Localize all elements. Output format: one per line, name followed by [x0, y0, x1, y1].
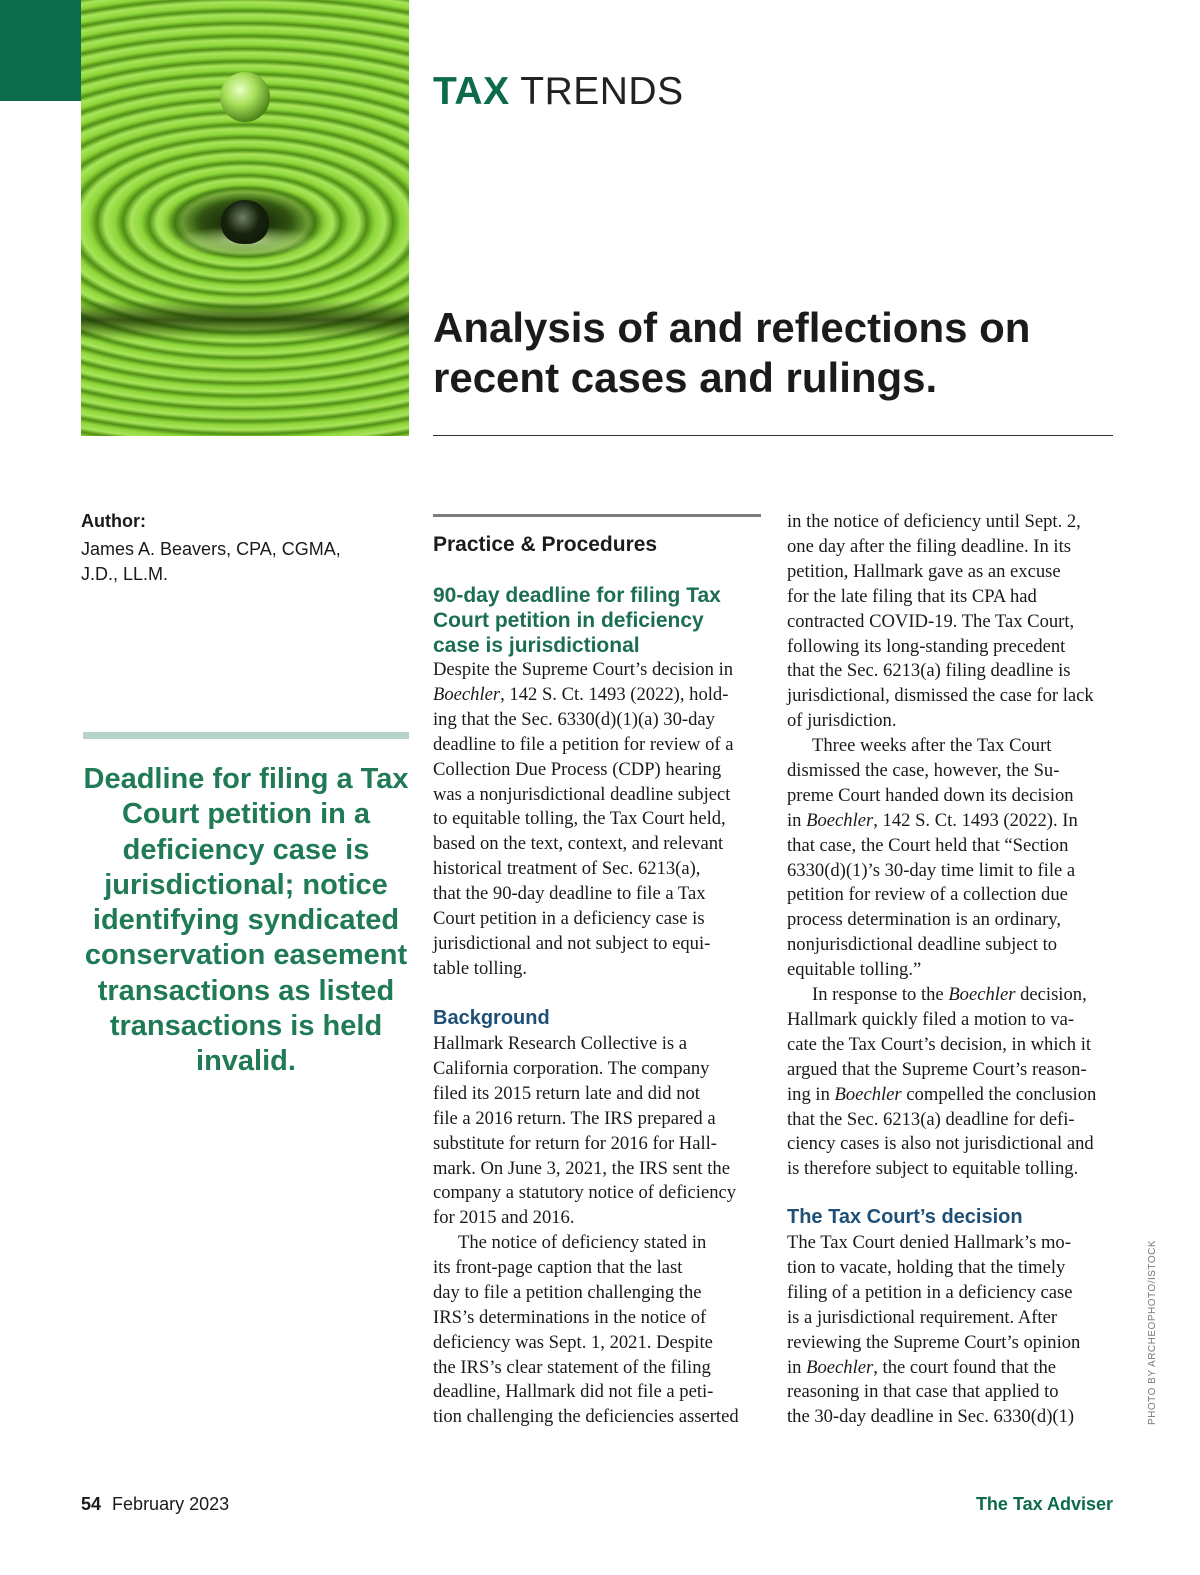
body-text-line: the 30-day deadline in Sec. 6330(d)(1): [787, 1406, 1075, 1428]
column2-paragraph-2: [787, 734, 1078, 983]
body-text-line: in Boechler, 142 S. Ct. 1493 (2022). In: [787, 809, 1078, 831]
case-name: Boechler: [948, 984, 1016, 1005]
body-text-line: that the 90-day deadline to file a Tax: [433, 883, 706, 905]
body-text-line: nonjurisdictional deadline subject to: [787, 934, 1058, 956]
body-text-line: In response to the Boechler decision,: [812, 984, 1087, 1005]
headline-line: recent cases and rulings.: [433, 354, 938, 401]
footer-folio: [81, 1494, 229, 1515]
body-text-line: in Boechler, the court found that the: [787, 1356, 1057, 1378]
water-drop-photo: [81, 0, 409, 436]
issue-date: February 2023: [112, 1494, 230, 1514]
publication-name: The Tax Adviser: [975, 1494, 1113, 1514]
body-text-line: deadline to file a petition for review of a: [433, 733, 734, 755]
body-text-line: The notice of deficiency stated in: [458, 1232, 707, 1253]
author-label: Author:: [81, 511, 146, 531]
body-text-line: tion challenging the deficiencies asserted: [433, 1406, 739, 1428]
column-divider: [433, 514, 761, 517]
body-text-line: jurisdictional, dismissed the case for lack: [787, 685, 1094, 707]
headline-divider: [433, 435, 1113, 436]
case-name: Boechler: [806, 1356, 874, 1378]
headline-line: Analysis of and reflections on: [433, 304, 1031, 351]
pull-quote: Deadline for filing a Tax Court petition in a deficiency case is jurisdictional; notice identifying syndicated conservation easement transactions as listed transactions is held invalid.: [83, 763, 409, 1078]
body-text-line: reasoning in that case that applied to: [787, 1381, 1059, 1403]
page-number: 54: [81, 1494, 102, 1514]
body-text-line: Three weeks after the Tax Court: [812, 735, 1052, 756]
background-heading: Background: [433, 1007, 550, 1029]
body-text-line: argued that the Supreme Court’s reason-: [787, 1058, 1087, 1080]
splash-drop-image: [221, 200, 269, 244]
body-text-line: the IRS’s clear statement of the filing: [433, 1356, 711, 1378]
pull-quote-rule: [83, 732, 409, 739]
body-text-line: process determination is an ordinary,: [787, 909, 1062, 931]
background-paragraph: [433, 1032, 736, 1231]
body-text-line: in the notice of deficiency until Sept. 2,: [787, 511, 1081, 532]
body-text-line: filing of a petition in a deficiency case: [787, 1281, 1073, 1303]
body-text-line: IRS’s determinations in the notice of: [433, 1306, 707, 1328]
body-text-line: that case, the Court held that “Section: [787, 834, 1069, 856]
author-name: [81, 537, 381, 587]
body-text-line: file a 2016 return. The IRS prepared a: [433, 1107, 716, 1129]
body-text-line: table tolling.: [433, 957, 527, 979]
section-title-light: TRENDS: [520, 70, 684, 113]
body-text-line: ciency cases is also not jurisdictional and: [787, 1133, 1094, 1155]
body-text-line: for 2015 and 2016.: [433, 1207, 575, 1229]
body-text-line: that the Sec. 6213(a) filing deadline is: [787, 660, 1071, 682]
body-text-line: its front-page caption that the last: [433, 1256, 683, 1278]
body-text-line: mark. On June 3, 2021, the IRS sent the: [433, 1157, 730, 1179]
body-text-line: was a nonjurisdictional deadline subject: [433, 783, 731, 805]
article-title-line: case is jurisdictional: [433, 634, 640, 657]
column2-paragraph-3: [787, 983, 1096, 1182]
body-text-line: ing in Boechler compelled the conclusion: [787, 1083, 1097, 1105]
body-text-line: 6330(d)(1)’s 30-day time limit to file a: [787, 859, 1076, 881]
body-text-line: equitable tolling.”: [787, 959, 922, 981]
body-text-line: The Tax Court denied Hallmark’s mo-: [787, 1232, 1071, 1253]
body-text-line: is a jurisdictional requirement. After: [787, 1306, 1058, 1328]
body-text-line: based on the text, context, and relevant: [433, 833, 724, 855]
body-text-line: Hallmark Research Collective is a: [433, 1033, 688, 1054]
section-title: [433, 70, 684, 114]
author-name-line: J.D., LL.M.: [81, 564, 169, 584]
falling-drop-image: [220, 72, 270, 122]
body-text-line: tion to vacate, holding that the timely: [787, 1256, 1066, 1278]
article-kicker: Practice & Procedures: [433, 533, 658, 556]
body-text-line: of jurisdiction.: [787, 710, 897, 732]
body-text-line: jurisdictional and not subject to equi-: [433, 932, 711, 954]
corner-accent-tab: [0, 0, 81, 101]
article-title-line: Court petition in deficiency: [433, 609, 704, 632]
decision-paragraph: [787, 1231, 1080, 1430]
case-name: Boechler: [806, 809, 874, 831]
author-name-line: James A. Beavers, CPA, CGMA,: [81, 539, 341, 559]
body-text-line: company a statutory notice of deficiency: [433, 1182, 737, 1204]
body-text-line: Despite the Supreme Court’s decision in: [433, 659, 734, 680]
body-text-line: deadline, Hallmark did not file a peti-: [433, 1381, 714, 1403]
body-text-line: historical treatment of Sec. 6213(a),: [433, 858, 701, 880]
article-title-line: 90-day deadline for filing Tax: [433, 584, 721, 607]
body-text-line: preme Court handed down its decision: [787, 784, 1074, 806]
body-text-line: following its long-standing precedent: [787, 635, 1066, 657]
body-text-line: dismissed the case, however, the Su-: [787, 759, 1060, 781]
notice-paragraph: [433, 1231, 739, 1430]
column2-paragraph-1: [787, 510, 1094, 734]
body-text-line: filed its 2015 return late and did not: [433, 1082, 700, 1104]
body-text-line: day to file a petition challenging the: [433, 1281, 702, 1303]
body-text-line: one day after the filing deadline. In its: [787, 535, 1071, 557]
body-text-line: contracted COVID-19. The Tax Court,: [787, 610, 1075, 632]
body-text-line: is therefore subject to equitable tolling.: [787, 1158, 1079, 1180]
body-text-line: petition, Hallmark gave as an excuse: [787, 560, 1061, 582]
section-title-bold: TAX: [433, 70, 510, 113]
body-text-line: ing that the Sec. 6330(d)(1)(a) 30-day: [433, 708, 715, 730]
body-text-line: for the late filing that its CPA had: [787, 585, 1037, 607]
body-text-line: cate the Tax Court’s decision, in which it: [787, 1033, 1092, 1055]
body-text-line: that the Sec. 6213(a) deadline for defi-: [787, 1108, 1075, 1130]
body-text-line: to equitable tolling, the Tax Court held,: [433, 808, 726, 830]
body-text-line: Hallmark quickly filed a motion to va-: [787, 1008, 1075, 1030]
body-text-line: deficiency was Sept. 1, 2021. Despite: [433, 1331, 713, 1353]
photo-credit: PHOTO BY ARCHEOPHOTO/ISTOCK: [1147, 1239, 1158, 1425]
body-text-line: Boechler, 142 S. Ct. 1493 (2022), hold-: [433, 683, 729, 705]
case-name: Boechler: [834, 1083, 902, 1105]
intro-paragraph: [433, 658, 733, 982]
page-headline: [433, 303, 1123, 403]
body-text-line: substitute for return for 2016 for Hall-: [433, 1132, 717, 1154]
case-name: Boechler: [433, 683, 501, 705]
photo-ripple-shadow: [81, 300, 409, 340]
article-title: [433, 583, 763, 658]
body-text-line: Court petition in a deficiency case is: [433, 908, 705, 930]
body-text-line: petition for review of a collection due: [787, 884, 1068, 906]
body-text-line: California corporation. The company: [433, 1057, 710, 1079]
decision-heading: The Tax Court’s decision: [787, 1206, 1023, 1228]
body-text-line: reviewing the Supreme Court’s opinion: [787, 1331, 1081, 1353]
body-text-line: Collection Due Process (CDP) hearing: [433, 758, 722, 780]
